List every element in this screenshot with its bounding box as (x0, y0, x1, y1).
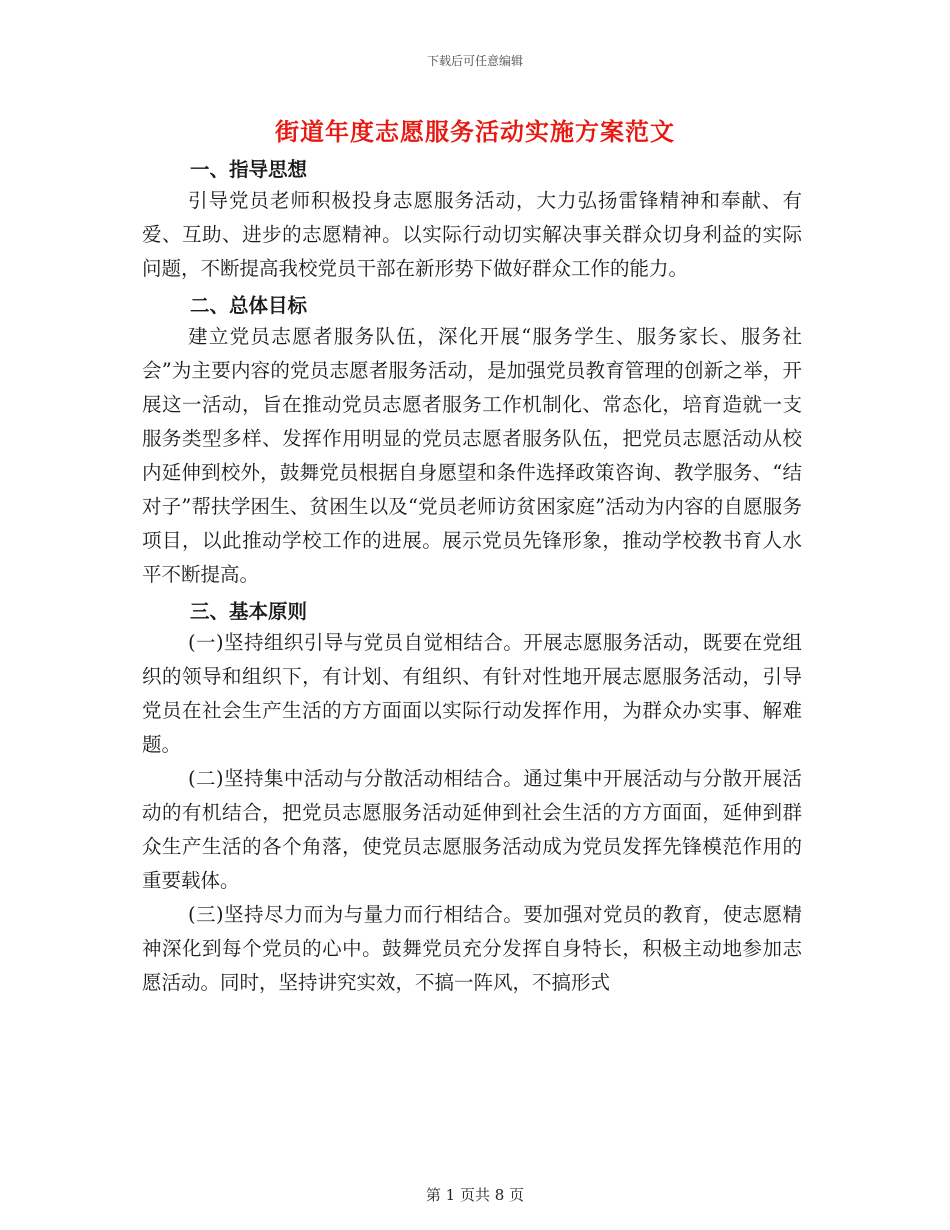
paragraph: 引导党员老师积极投身志愿服务活动，大力弘扬雷锋精神和奉献、有爱、互助、进步的志愿精神。以实际行动切实解决事关群众切身利益的实际问题，不断提高我校党员干部在新形势下做好群众工作的能力。 (142, 189, 802, 280)
section-heading: 三、基本原则 (190, 600, 308, 623)
document-body (142, 150, 802, 1000)
paragraph: (二)坚持集中活动与分散活动相结合。通过集中开展活动与分散开展活动的有机结合，把党员志愿服务活动延伸到社会生活的方方面面，延伸到群众生产生活的各个角落，使党员志愿服务活动成为党员发挥先锋模范作用的重要载体。 (142, 767, 802, 892)
paragraph: (三)坚持尽力而为与量力而行相结合。要加强对党员的教育，使志愿精神深化到每个党员的心中。鼓舞党员充分发挥自身特长，积极主动地参加志愿活动。同时，坚持讲究实效，不搞一阵风，不搞形式 (142, 903, 802, 994)
paragraph: (一)坚持组织引导与党员自觉相结合。开展志愿服务活动，既要在党组织的领导和组织下，有计划、有组织、有针对性地开展志愿服务活动，引导党员在社会生产生活的方方面面以实际行动发挥作用，为群众办实事、解难题。 (142, 631, 802, 756)
page-number: 第 1 页共 8 页 (425, 1186, 525, 1204)
section-heading: 二、总体目标 (190, 294, 308, 317)
section-heading: 一、指导思想 (190, 158, 308, 181)
paragraph: 建立党员志愿者服务队伍，深化开展“服务学生、服务家长、服务社会”为主要内容的党员志愿者服务活动，是加强党员教育管理的创新之举，开展这一活动，旨在推动党员志愿者服务工作机制化、常态化，培育造就一支服务类型多样、发挥作用明显的党员志愿者服务队伍，把党员志愿活动从校内延伸到校外，鼓舞党员根据自身愿望和条件选择政策咨询、教学服务、“结对子”帮扶学困生、贫困生以及“党员老师访贫困家庭”活动为内容的自愿服务项目，以此推动学校工作的进展。展示党员先锋形象，推动学校教书育人水平不断提高。 (142, 325, 802, 586)
page-header-note: 下载后可任意编辑 (426, 54, 523, 68)
document-title: 街道年度志愿服务活动实施方案范文 (275, 117, 675, 146)
